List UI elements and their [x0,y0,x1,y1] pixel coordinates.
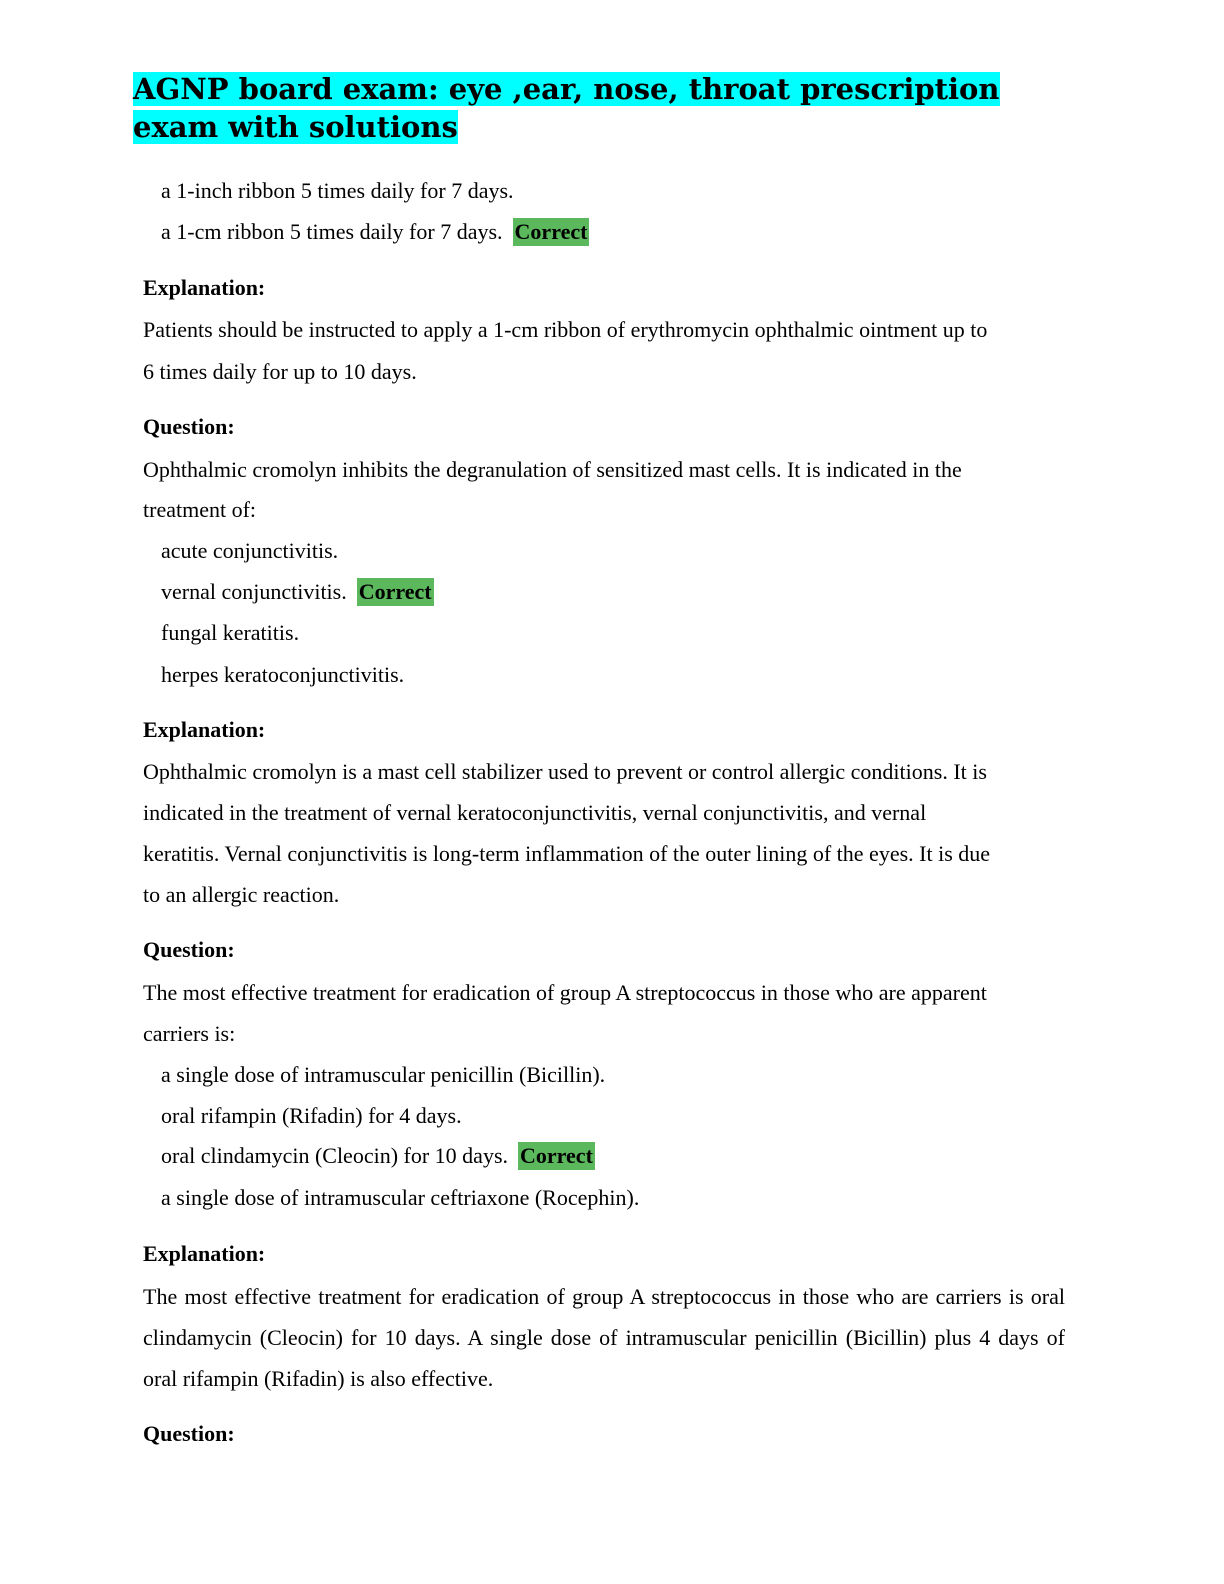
document-title-highlight: AGNP board exam: eye ,ear, nose, throat prescription exam with solutions [133,72,1000,144]
question-heading: Question: [143,937,235,962]
option-text: oral clindamycin (Cleocin) for 10 days. [161,1143,509,1168]
option-item [161,618,299,648]
explanation-line: 6 times daily for up to 10 days. [143,359,417,384]
explanation-line: indicated in the treatment of vernal keratoconjunctivitis, vernal conjunctivitis, and vernal [143,800,927,825]
explanation-paragraph: The most effective treatment for eradication of group A streptococcus in those who are carriers is oral clindamycin (Cleocin) for 10 days. A single dose of intramuscular penicillin (Bicillin) plus 4 days of oral rifampin (Rifadin) is also effective. [143,1284,1065,1391]
question-line: Ophthalmic cromolyn inhibits the degranulation of sensitized mast cells. It is indicated in the [143,457,962,482]
explanation-heading: Explanation: [143,717,266,742]
option-text: a single dose of intramuscular penicillin (Bicillin). [161,1062,606,1087]
explanation-line: keratitis. Vernal conjunctivitis is long-term inflammation of the outer lining of the eyes. It is due [143,841,991,866]
question-line: treatment of: [143,497,257,522]
option-item [161,176,514,206]
option-item [161,536,338,566]
option-text: a 1-inch ribbon 5 times daily for 7 days. [161,178,514,203]
explanation-line: to an allergic reaction. [143,882,340,907]
option-item [161,1183,639,1213]
option-item [161,217,589,247]
option-item [161,577,434,607]
option-item [161,1141,595,1171]
option-text: acute conjunctivitis. [161,538,339,563]
option-text: oral rifampin (Rifadin) for 4 days. [161,1103,462,1128]
option-text: vernal conjunctivitis. [161,579,347,604]
correct-badge: Correct [514,219,588,244]
option-text: herpes keratoconjunctivitis. [161,662,405,687]
document-title [133,70,1073,146]
explanation-line: Patients should be instructed to apply a 1-cm ribbon of erythromycin ophthalmic ointment up to [143,317,988,342]
correct-badge: Correct [520,1143,593,1168]
explanation-line: Ophthalmic cromolyn is a mast cell stabilizer used to prevent or control allergic conditions. It is [143,759,987,784]
option-text: a 1-cm ribbon 5 times daily for 7 days. [161,219,503,244]
option-item [161,1060,605,1090]
option-text: a single dose of intramuscular ceftriaxone (Rocephin). [161,1185,640,1210]
question-heading: Question: [143,1421,235,1446]
option-text: fungal keratitis. [161,620,300,645]
explanation-heading: Explanation: [143,275,266,300]
explanation-heading: Explanation: [143,1241,266,1266]
correct-badge: Correct [358,579,432,604]
question-line: carriers is: [143,1021,236,1046]
question-heading: Question: [143,414,235,439]
option-item [161,660,404,690]
question-line: The most effective treatment for eradication of group A streptococcus in those who are apparent [143,980,987,1005]
option-item [161,1101,462,1131]
